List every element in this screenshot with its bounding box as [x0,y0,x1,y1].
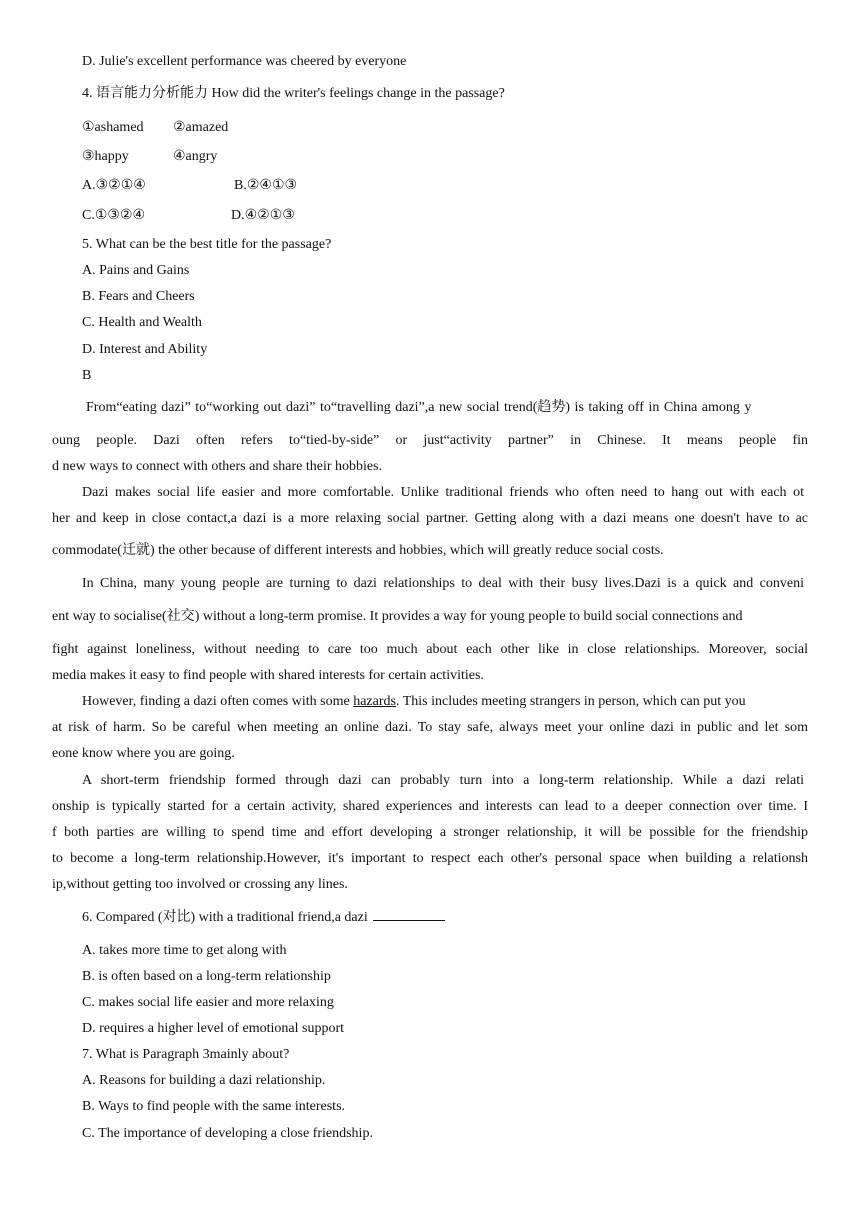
q5-option-b: B. Fears and Cheers [82,289,195,304]
p4-line-2: at risk of harm. So be careful when meeting an online dazi. To stay safe, always meet your online dazi in public and let som [52,720,808,735]
q4-feeling-4: ④angry [173,149,218,164]
q7-stem: 7. What is Paragraph 3mainly about? [82,1047,290,1062]
p1-line-3: d new ways to connect with others and share their hobbies. [52,459,383,474]
q6-option-d: D. requires a higher level of emotional support [82,1021,345,1036]
q4-option-c: C.①③②④ [82,208,146,223]
q4-skill-tag: 语言能力分析能力 [96,85,208,101]
p3-line-4: media makes it easy to find people with shared interests for certain activities. [52,668,484,683]
q6-option-c: C. makes social life easier and more relaxing [82,995,334,1010]
q4-option-a: A.③②①④ [82,178,146,193]
section-b-label: B [82,368,92,383]
p1-line-2: oung people. Dazi often refers to“tied-by-side” or just“activity partner” in Chinese. It means people fin [52,433,808,448]
p4-line-3: eone know where you are going. [52,746,235,761]
p2-line-1: Dazi makes social life easier and more comfortable. Unlike traditional friends who often need to hang out with each ot [82,485,804,500]
p4-line-1 [82,693,746,711]
p3-line-2-tail: ) without a long-term promise. It provides a way for young people to build social connections and [194,609,743,624]
q6-option-b: B. is often based on a long-term relationship [82,969,331,984]
p2-line-3 [52,541,664,560]
p1-line-1 [86,398,808,417]
p3-line-3: fight against loneliness, without needing to care too much about each other like in close relationships. Moreover, social [52,642,808,657]
p3-line-1: In China, many young people are turning to dazi relationships to deal with their busy lives.Dazi is a quick and conveni [82,576,804,591]
word-accommodate-cjk: 迁就 [121,542,150,558]
p5-line-4: to become a long-term relationship.However, it's important to respect each other's personal space when building a relationsh [52,851,808,866]
q6-stem [82,907,445,927]
q7-option-c: C. The importance of developing a close friendship. [82,1126,373,1141]
p1-line-1-text: From“eating dazi” to“working out dazi” to“travelling dazi”,a new social trend( [86,400,538,415]
p5-line-3: f both parties are willing to spend time and effort developing a stronger relationship, it will be possible for the friendship [52,825,808,840]
q4-stem-line [82,84,505,103]
p4-line-1-head: However, finding a dazi often comes with some [82,694,354,709]
p2-line-2: her and keep in close contact,a dazi is a more relaxing social partner. Getting along with a dazi means one doesn't have to ac [52,511,808,526]
underlined-word-hazards: hazards [353,694,396,709]
q3-option-d: D. Julie's excellent performance was cheered by everyone [82,54,407,69]
answer-blank[interactable] [373,907,445,921]
p2-line-3-head: commodate( [52,543,122,558]
word-compared-cjk: 对比 [162,909,191,925]
q6-stem-head: 6. Compared ( [82,910,163,925]
q7-option-a: A. Reasons for building a dazi relationship. [82,1073,326,1088]
q4-stem: How did the writer's feelings change in the passage? [211,86,505,101]
word-socialise-cjk: 社交 [166,608,195,624]
q7-option-b: B. Ways to find people with the same interests. [82,1099,346,1114]
p5-line-5: ip,without getting too involved or crossing any lines. [52,877,348,892]
p2-line-3-tail: ) the other because of different interests and hobbies, which will greatly reduce social costs. [149,543,664,558]
q6-stem-tail: ) with a traditional friend,a dazi [190,910,368,925]
q5-option-d: D. Interest and Ability [82,342,208,357]
p5-line-2: onship is typically started for a certain activity, shared experiences and interests can lead to a deeper connection over time. I [52,799,808,814]
q4-feeling-3: ③happy [82,149,129,164]
q4-option-d: D.④②①③ [231,208,295,223]
q5-stem: 5. What can be the best title for the passage? [82,237,332,252]
word-trend-cjk: 趋势 [537,399,566,415]
q5-option-a: A. Pains and Gains [82,263,190,278]
q6-option-a: A. takes more time to get along with [82,943,287,958]
q4-feeling-2: ②amazed [173,120,229,135]
p1-line-1-tail: ) is taking off in China among y [565,400,752,415]
q4-feeling-1: ①ashamed [82,120,144,135]
q4-number: 4. [82,86,93,101]
q5-option-c: C. Health and Wealth [82,315,202,330]
p5-line-1: A short-term friendship formed through dazi can probably turn into a long-term relationship. While a dazi relati [82,773,804,788]
p4-line-1-tail: . This includes meeting strangers in person, which can put you [395,694,746,709]
p3-line-2 [52,607,743,626]
p3-line-2-head: ent way to socialise( [52,609,167,624]
q4-option-b: B.②④①③ [234,178,298,193]
